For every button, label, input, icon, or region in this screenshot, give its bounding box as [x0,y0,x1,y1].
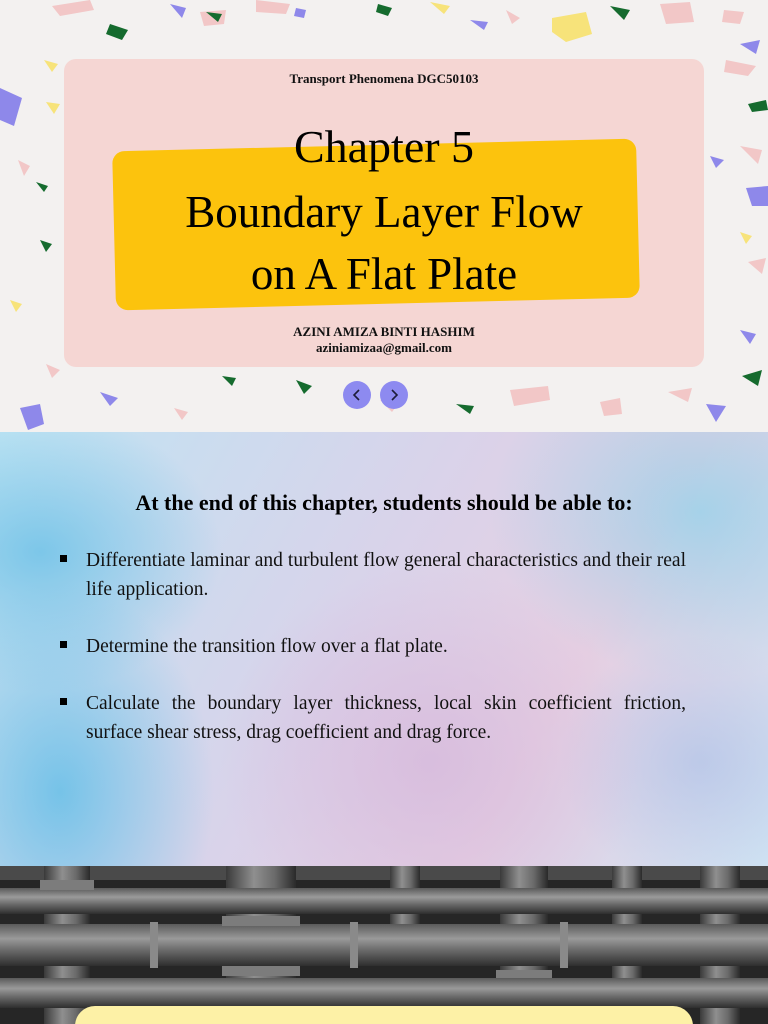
chapter-number: Chapter 5 [293,121,475,172]
objectives-list [60,546,686,775]
square-bullet-icon [60,641,67,648]
objectives-heading: At the end of this chapter, students should be able to: [135,490,633,515]
industrial-pipes-image [0,866,768,1024]
objectives-slide [0,432,768,866]
square-bullet-icon [60,698,67,705]
chapter-title-line1: Boundary Layer Flow [185,187,583,237]
course-name: Transport Phenomena DGC50103 [289,71,479,86]
chapter-title [64,181,704,305]
content-card [75,1006,693,1024]
objective-text: Differentiate laminar and turbulent flow general characteristics and their real life application. [86,550,686,600]
chapter-title-line2: on A Flat Plate [250,249,518,299]
author-info [64,324,704,356]
previous-slide-button[interactable] [343,381,371,409]
list-item [60,632,686,661]
title-card [64,59,704,367]
objective-text: Calculate the boundary layer thickness, local skin coefficient friction, surface shear stress, drag coefficient and drag force. [86,693,686,743]
chevron-right-icon [387,388,401,402]
title-slide [0,0,768,432]
author-email: aziniamizaa@gmail.com [316,340,452,355]
author-name: AZINI AMIZA BINTI HASHIM [293,324,475,339]
next-slide-button[interactable] [380,381,408,409]
chevron-left-icon [350,388,364,402]
list-item [60,689,686,747]
list-item [60,546,686,604]
square-bullet-icon [60,555,67,562]
objective-text: Determine the transition flow over a flat plate. [86,636,448,657]
pipes-slide [0,866,768,1024]
